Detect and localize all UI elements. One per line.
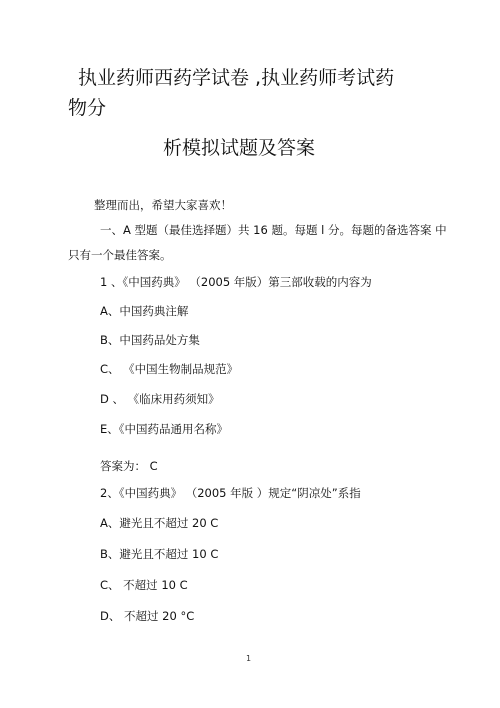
question-2-stem: 2、《中国药典》 （2005 年版 ）规定“阴凉处”系指 bbox=[100, 486, 361, 500]
intro-text: 整理而出，希望大家喜欢！ bbox=[94, 198, 232, 212]
section-heading-line-2: 只有一个最佳答案。 bbox=[68, 248, 172, 262]
title-line-2: 物分 bbox=[68, 97, 107, 119]
question-2-option-d: D、 不超过 20 °C bbox=[100, 609, 195, 623]
title-line-1: 执业药师西药学试卷 ,执业药师考试药 bbox=[78, 67, 395, 89]
subtitle: 析模拟试题及答案 bbox=[163, 137, 316, 159]
question-1-answer: 答案为： C bbox=[100, 459, 158, 473]
question-1-option-b: B、中国药品处方集 bbox=[100, 333, 200, 347]
question-1-option-e: E、《中国药品通用名称》 bbox=[100, 422, 229, 436]
section-heading-line-1: 一、A 型题（最佳选择题）共 16 题。每题 l 分。每题的备选答案 中 bbox=[100, 223, 447, 237]
question-1-option-d: D 、 《临床用药须知》 bbox=[100, 392, 220, 406]
question-2-option-a: A、避光且不超过 20 C bbox=[100, 516, 219, 530]
question-1-option-c: C、 《中国生物制品规范》 bbox=[100, 362, 239, 376]
question-2-option-b: B、避光且不超过 10 C bbox=[100, 547, 219, 561]
question-1-stem: 1 、《中国药典》 （2005 年版）第三部收载的内容为 bbox=[100, 275, 372, 289]
question-1-option-a: A、中国药典注解 bbox=[100, 304, 189, 318]
question-2-option-c: C、 不超过 10 C bbox=[100, 578, 188, 592]
page-number: 1 bbox=[246, 654, 252, 663]
